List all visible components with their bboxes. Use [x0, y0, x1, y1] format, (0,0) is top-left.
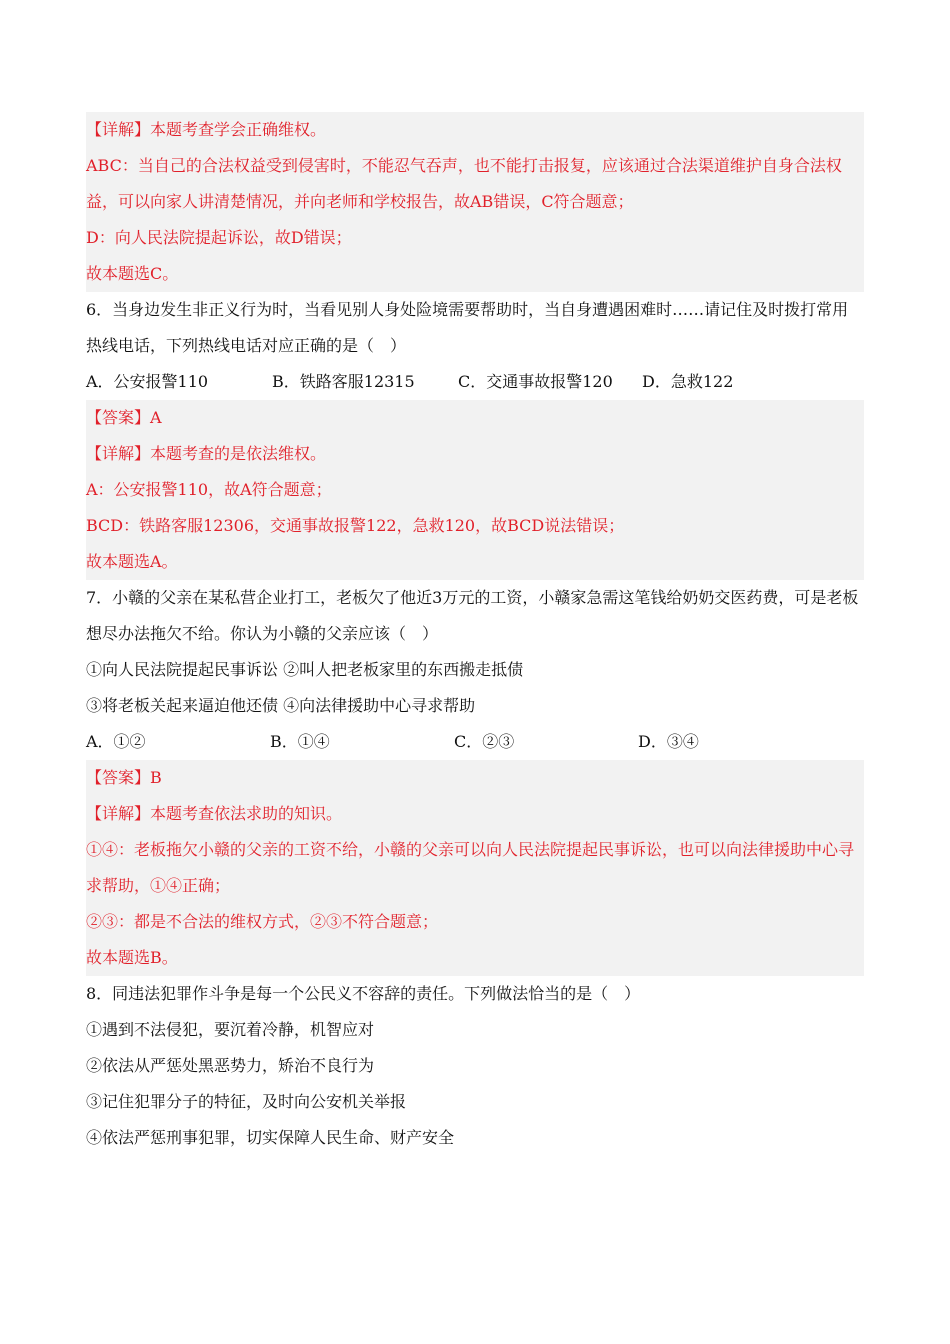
q6-analysis-bcd: BCD：铁路客服12306，交通事故报警122，急救120，故BCD说法错误； [86, 516, 625, 535]
document-page [86, 112, 864, 1156]
q8-item-4: ④依法严惩刑事犯罪，切实保障人民生命、财产安全 [86, 1128, 455, 1147]
q6-explanation-box [86, 400, 864, 580]
q8-item-1: ①遇到不法侵犯，要沉着冷静，机智应对 [86, 1020, 375, 1039]
q8-item-3: ③记住犯罪分子的特征，及时向公安机关举报 [86, 1092, 407, 1111]
q5-conclusion: 故本题选C。 [86, 264, 179, 283]
q5-analysis-abc: ABC：当自己的合法权益受到侵害时，不能忍气吞声，也不能打击报复，应该通过合法渠道维护自身合法权益，可以向家人讲清楚情况，并向老师和学校报告，故AB错误，C符合题意； [86, 156, 842, 211]
q5-explanation-box [86, 112, 864, 292]
q7-analysis-23: ②③：都是不合法的维权方式，②③不符合题意； [86, 912, 439, 931]
q7-answer: 【答案】B [86, 768, 162, 787]
q6-option-d: D．急救122 [642, 372, 734, 391]
q6-options [86, 364, 864, 400]
q6-stem: 6．当身边发生非正义行为时，当看见别人身处险境需要帮助时，当自身遭遇困难时……请记住及时拨打常用热线电话，下列热线电话对应正确的是（ ） [86, 300, 849, 355]
q6-option-b: B．铁路客服12315 [272, 372, 415, 391]
q7-stem: 7．小赣的父亲在某私营企业打工，老板欠了他近3万元的工资，小赣家急需这笔钱给奶奶交医药费，可是老板想尽办法拖欠不给。你认为小赣的父亲应该（ ） [86, 588, 859, 643]
q6-answer: 【答案】A [86, 408, 162, 427]
q5-detail: 【详解】本题考查学会正确维权。 [86, 120, 327, 139]
q5-analysis-d: D：向人民法院提起诉讼，故D错误； [86, 228, 352, 247]
q7-option-b: B．①④ [270, 732, 330, 751]
q7-analysis-14: ①④：老板拖欠小赣的父亲的工资不给，小赣的父亲可以向人民法院提起民事诉讼，也可以向法律援助中心寻求帮助，①④正确； [86, 840, 855, 895]
q7-option-d: D．③④ [638, 732, 699, 751]
q6-conclusion: 故本题选A。 [86, 552, 178, 571]
q7-detail: 【详解】本题考查依法求助的知识。 [86, 804, 343, 823]
q6-analysis-a: A：公安报警110，故A符合题意； [86, 480, 332, 499]
q6-detail: 【详解】本题考查的是依法维权。 [86, 444, 327, 463]
q7-option-a: A．①② [86, 732, 146, 751]
q7-explanation-box [86, 760, 864, 976]
q7-conclusion: 故本题选B。 [86, 948, 178, 967]
q8-stem: 8．同违法犯罪作斗争是每一个公民义不容辞的责任。下列做法恰当的是（ ） [86, 984, 641, 1003]
q8-item-2: ②依法从严惩处黑恶势力，矫治不良行为 [86, 1056, 375, 1075]
q7-items-line-2: ③将老板关起来逼迫他还债 ④向法律援助中心寻求帮助 [86, 696, 476, 715]
q6-option-c: C．交通事故报警120 [458, 372, 613, 391]
q7-options [86, 724, 864, 760]
q7-option-c: C．②③ [454, 732, 515, 751]
q7-items-line-1: ①向人民法院提起民事诉讼 ②叫人把老板家里的东西搬走抵债 [86, 660, 524, 679]
q6-option-a: A．公安报警110 [86, 372, 209, 391]
